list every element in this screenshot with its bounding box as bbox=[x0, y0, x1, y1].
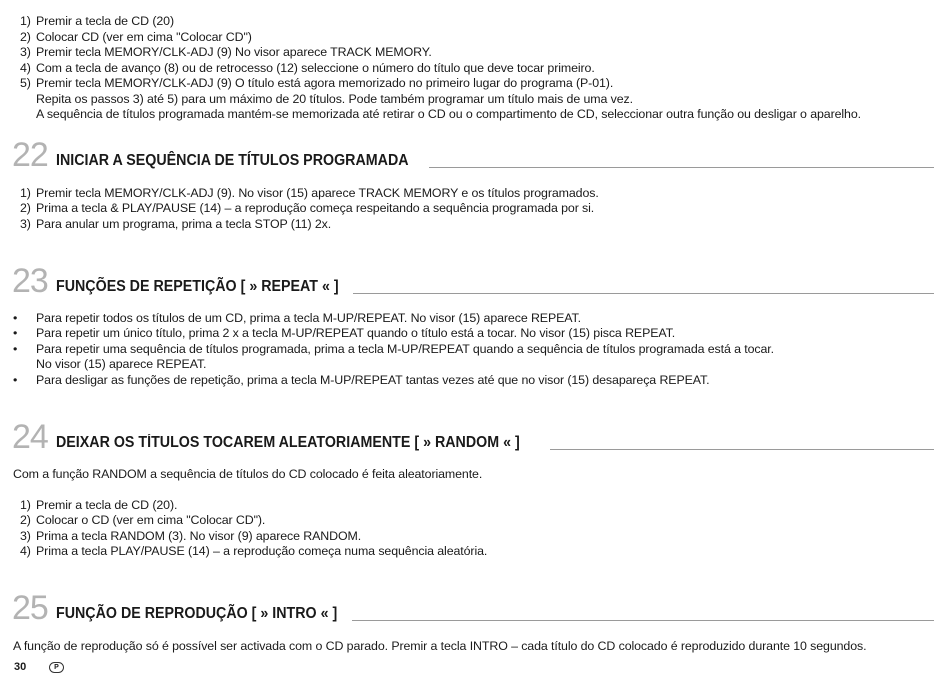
section-title: FUNÇÃO DE REPRODUÇÃO [ » INTRO « ] bbox=[55, 605, 338, 622]
step-number: 4) bbox=[20, 544, 31, 558]
intro-step: 1) bbox=[20, 14, 31, 28]
intro-step: 4) bbox=[20, 61, 31, 75]
section-rule bbox=[352, 620, 934, 621]
bullet-text-continuation: No visor (15) aparece REPEAT. bbox=[36, 357, 207, 371]
step-number: 2) bbox=[20, 201, 31, 215]
section-heading-22 bbox=[12, 134, 934, 174]
language-badge: P bbox=[49, 662, 64, 673]
intro-step-text: Com a tecla de avanço (8) ou de retrocesso (12) seleccione o número do título que deve tocar primeiro. bbox=[36, 61, 595, 75]
section-number: 25 bbox=[12, 589, 48, 627]
page-number: 30 bbox=[14, 661, 27, 673]
intro-step: 2) bbox=[20, 30, 31, 44]
intro-step-text: Premir tecla MEMORY/CLK-ADJ (9) No visor aparece TRACK MEMORY. bbox=[36, 45, 432, 59]
step-text: Prima a tecla & PLAY/PAUSE (14) – a reprodução começa respeitando a sequência programada por si. bbox=[36, 201, 595, 215]
intro-step: 3) bbox=[20, 45, 31, 59]
bullet-marker: • bbox=[13, 326, 18, 340]
step-text: Premir a tecla de CD (20). bbox=[36, 498, 178, 512]
bullet-text: Para repetir uma sequência de títulos programada, prima a tecla M-UP/REPEAT quando a sequência de títulos programada está a tocar. bbox=[36, 342, 774, 356]
bullet-marker: • bbox=[13, 311, 18, 325]
intro-note: A sequência de títulos programada mantém-se memorizada até retirar o CD ou o compartimento de CD, seleccionar outra função ou desligar o aparelho. bbox=[36, 107, 861, 121]
section-intro: A função de reprodução só é possível ser activada com o CD parado. Premir a tecla INTRO – cada título do CD colocado é reproduzido durante 10 segundos. bbox=[13, 639, 867, 653]
step-number: 3) bbox=[20, 217, 31, 231]
section-rule bbox=[429, 167, 934, 168]
section-title: DEIXAR OS TÍTULOS TOCAREM ALEATORIAMENTE [ » RANDOM « ] bbox=[55, 434, 520, 451]
section-heading-24 bbox=[12, 416, 934, 456]
section-rule bbox=[550, 449, 934, 450]
step-text: Premir tecla MEMORY/CLK-ADJ (9). No visor (15) aparece TRACK MEMORY e os títulos programados. bbox=[36, 186, 599, 200]
step-text: Colocar o CD (ver em cima "Colocar CD"). bbox=[36, 513, 266, 527]
bullet-marker: • bbox=[13, 373, 18, 387]
bullet-text: Para repetir um único título, prima 2 x a tecla M-UP/REPEAT quando o título está a tocar. No visor (15) pisca REPEAT. bbox=[36, 326, 676, 340]
section-heading-23 bbox=[12, 260, 934, 300]
section-title: FUNÇÕES DE REPETIÇÃO [ » REPEAT « ] bbox=[55, 278, 339, 295]
step-number: 1) bbox=[20, 498, 31, 512]
section-heading-25 bbox=[12, 587, 934, 627]
section-rule bbox=[353, 293, 934, 294]
step-text: Prima a tecla RANDOM (3). No visor (9) aparece RANDOM. bbox=[36, 529, 362, 543]
step-text: Para anular um programa, prima a tecla STOP (11) 2x. bbox=[36, 217, 332, 231]
section-title: INICIAR A SEQUÊNCIA DE TÍTULOS PROGRAMADA bbox=[55, 152, 409, 169]
step-number: 2) bbox=[20, 513, 31, 527]
section-number: 23 bbox=[12, 262, 48, 300]
section-number: 22 bbox=[12, 136, 48, 174]
intro-step: 5) bbox=[20, 76, 31, 90]
section-number: 24 bbox=[12, 418, 48, 456]
step-text: Prima a tecla PLAY/PAUSE (14) – a reprodução começa numa sequência aleatória. bbox=[36, 544, 488, 558]
step-number: 3) bbox=[20, 529, 31, 543]
bullet-text: Para repetir todos os títulos de um CD, prima a tecla M-UP/REPEAT. No visor (15) aparece REPEAT. bbox=[36, 311, 581, 325]
bullet-text: Para desligar as funções de repetição, prima a tecla M-UP/REPEAT tantas vezes até que no visor (15) desapareça REPEAT. bbox=[36, 373, 710, 387]
section-intro: Com a função RANDOM a sequência de títulos do CD colocado é feita aleatoriamente. bbox=[13, 467, 483, 481]
intro-step-text: Colocar CD (ver em cima "Colocar CD") bbox=[36, 30, 252, 44]
bullet-marker: • bbox=[13, 342, 18, 356]
intro-step-text: Premir tecla MEMORY/CLK-ADJ (9) O título está agora memorizado no primeiro lugar do programa (P-01). bbox=[36, 76, 614, 90]
step-number: 1) bbox=[20, 186, 31, 200]
intro-note: Repita os passos 3) até 5) para um máximo de 20 títulos. Pode também programar um título mais de uma vez. bbox=[36, 92, 633, 106]
intro-step-text: Premir a tecla de CD (20) bbox=[36, 14, 174, 28]
